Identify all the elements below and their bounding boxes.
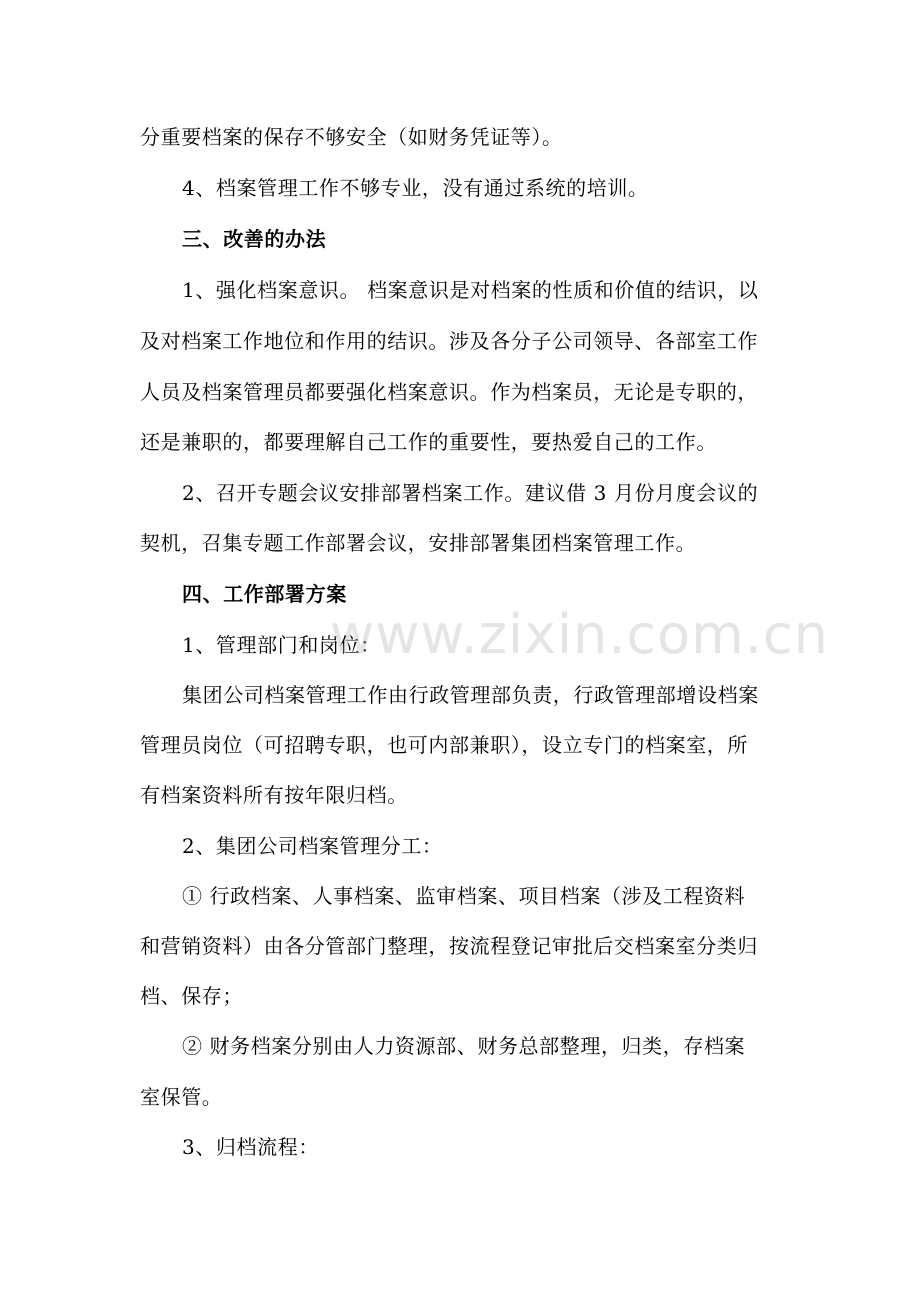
paragraph-line: 4、档案管理工作不够专业，没有通过系统的培训。 bbox=[182, 176, 649, 200]
paragraph-line: ② 财务档案分别由人力资源部、财务总部整理，归类，存档案 bbox=[182, 1034, 746, 1058]
paragraph-line: 2、集团公司档案管理分工： bbox=[182, 834, 443, 858]
paragraph-line: 还是兼职的，都要理解自己工作的重要性，要热爱自己的工作。 bbox=[140, 430, 717, 454]
paragraph-line: 3、归档流程： bbox=[182, 1135, 319, 1159]
paragraph-line: 室保管。 bbox=[140, 1085, 223, 1109]
paragraph-line: 和营销资料）由各分管部门整理，按流程登记审批后交档案室分类归 bbox=[140, 934, 758, 958]
section-heading: 三、改善的办法 bbox=[182, 227, 327, 251]
paragraph-line: 人员及档案管理员都要强化档案意识。作为档案员，无论是专职的， bbox=[140, 380, 758, 404]
paragraph-line: 分重要档案的保存不够安全（如财务凭证等）。 bbox=[140, 125, 563, 149]
paragraph-line: 有档案资料所有按年限归档。 bbox=[140, 783, 408, 807]
paragraph-line: 集团公司档案管理工作由行政管理部负责，行政管理部增设档案 bbox=[182, 683, 759, 707]
paragraph-line: 1、强化档案意识。 档案意识是对档案的性质和价值的结识，以 bbox=[182, 278, 759, 302]
paragraph-line: 管理员岗位（可招聘专职，也可内部兼职），设立专门的档案室，所 bbox=[140, 733, 748, 757]
paragraph-line: 1、管理部门和岗位： bbox=[182, 633, 381, 657]
paragraph-line: 及对档案工作地位和作用的结识。涉及各分子公司领导、各部室工作 bbox=[140, 329, 758, 353]
watermark: www.zixin.com.cn bbox=[330, 603, 829, 666]
paragraph-line: 档、保存； bbox=[140, 984, 243, 1008]
paragraph-line: 2、召开专题会议安排部署档案工作。建议借 3 月份月度会议的 bbox=[182, 481, 759, 505]
section-heading: 四、工作部署方案 bbox=[182, 582, 347, 606]
paragraph-line: ① 行政档案、人事档案、监审档案、项目档案（涉及工程资料 bbox=[182, 884, 746, 908]
paragraph-line: 契机，召集专题工作部署会议，安排部署集团档案管理工作。 bbox=[140, 531, 697, 555]
